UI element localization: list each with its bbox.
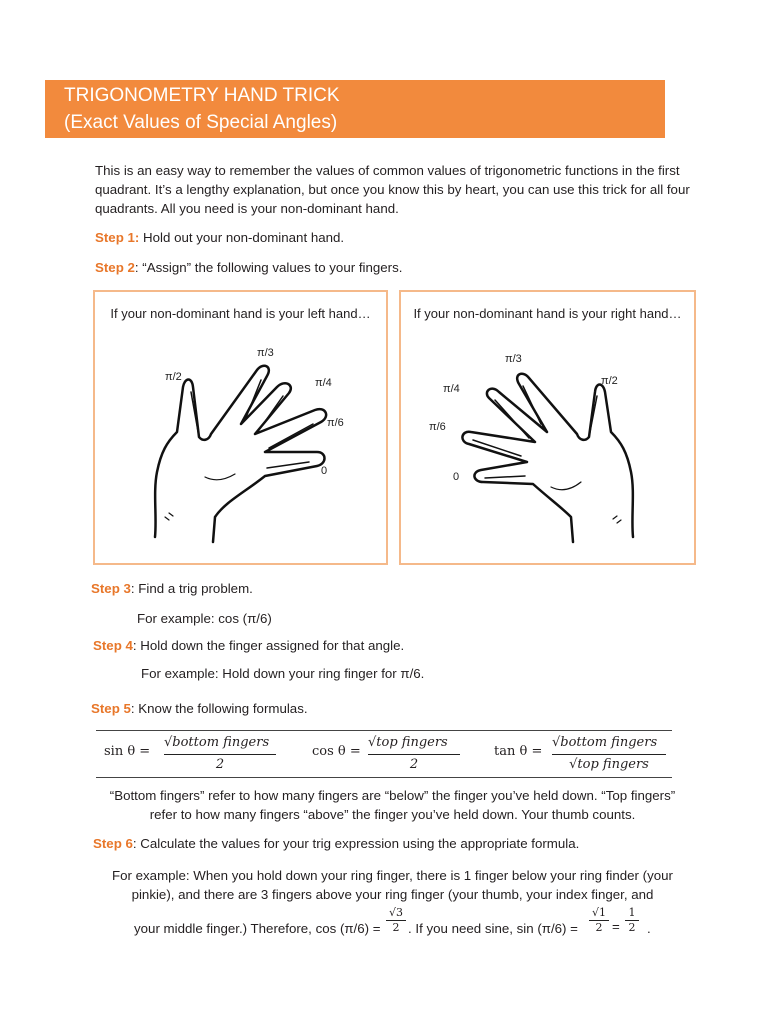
title-banner bbox=[45, 80, 665, 138]
right-label-ring: π/6 bbox=[429, 421, 446, 433]
sin-result-num: √1 bbox=[591, 906, 606, 919]
page-title: TRIGONOMETRY HAND TRICK bbox=[64, 85, 340, 106]
step-6-example-line2b: . If you need sine, sin (π/6) = bbox=[408, 921, 578, 936]
right-label-thumb: π/2 bbox=[601, 375, 618, 387]
right-label-pinkie: 0 bbox=[453, 471, 460, 483]
left-label-ring: π/6 bbox=[327, 417, 344, 429]
formulas-bottom-rule bbox=[96, 777, 672, 778]
right-hand-box bbox=[399, 290, 696, 565]
left-label-thumb: π/2 bbox=[165, 371, 182, 383]
step-6-text: : Calculate the values for your trig expression using the appropriate formula. bbox=[132, 836, 580, 851]
sin-lhs: sin θ = bbox=[104, 744, 151, 759]
equals-sign: = bbox=[612, 919, 620, 934]
half-den: 2 bbox=[628, 921, 636, 934]
step-5-text: : Know the following formulas. bbox=[130, 701, 308, 716]
sin-denominator: 2 bbox=[215, 757, 225, 772]
tan-lhs: tan θ = bbox=[494, 744, 543, 759]
step-1 bbox=[95, 230, 344, 245]
cos-denominator: 2 bbox=[409, 757, 419, 772]
step-4-label: Step 4 bbox=[93, 638, 133, 653]
sin-result-den: 2 bbox=[595, 921, 603, 934]
cos-fraction-bar bbox=[368, 754, 460, 755]
step-3-label: Step 3 bbox=[91, 581, 131, 596]
step-6 bbox=[93, 836, 579, 851]
right-label-middle: π/4 bbox=[443, 383, 460, 395]
left-label-middle: π/4 bbox=[315, 377, 332, 389]
fingers-explanation: “Bottom fingers” refer to how many fingers are “below” the finger you’ve held down. “Top fingers” refer to how many fingers “above” the finger you’ve held down. Your thumb counts. bbox=[109, 788, 676, 822]
left-hand-box bbox=[93, 290, 388, 565]
step-3-text: : Find a trig problem. bbox=[130, 581, 253, 596]
page-subtitle: (Exact Values of Special Angles) bbox=[64, 112, 338, 133]
step-4 bbox=[93, 638, 404, 653]
step-3-example: For example: cos (π/6) bbox=[137, 611, 272, 626]
step-1-label: Step 1: bbox=[95, 230, 140, 245]
step-4-text: : Hold down the finger assigned for that angle. bbox=[132, 638, 405, 653]
sin-result-fraction bbox=[589, 906, 609, 934]
step-4-example: For example: Hold down your ring finger for π/6. bbox=[141, 666, 425, 681]
step-3 bbox=[91, 581, 253, 596]
half-num: 1 bbox=[628, 906, 636, 919]
cos-result-fraction bbox=[386, 906, 406, 934]
tan-denominator: √top fingers bbox=[569, 757, 649, 772]
formulas-block bbox=[96, 730, 672, 778]
right-hand-illustration bbox=[401, 292, 694, 563]
cos-result-num: √3 bbox=[388, 906, 403, 919]
half-fraction bbox=[625, 906, 639, 934]
final-period: . bbox=[647, 921, 651, 936]
tan-numerator: √bottom fingers bbox=[552, 735, 658, 750]
left-hand-illustration bbox=[95, 292, 386, 563]
cos-result-den: 2 bbox=[392, 921, 400, 934]
step-6-label: Step 6 bbox=[93, 836, 133, 851]
right-label-index: π/3 bbox=[505, 353, 522, 365]
sin-fraction-bar bbox=[164, 754, 276, 755]
cos-numerator: √top fingers bbox=[368, 735, 448, 750]
step-1-text: Hold out your non-dominant hand. bbox=[139, 230, 345, 245]
step-2 bbox=[95, 260, 402, 275]
left-hand-caption: If your non-dominant hand is your left hand… bbox=[110, 306, 371, 321]
step-2-text: : “Assign” the following values to your fingers. bbox=[134, 260, 403, 275]
step-6-example-line1: For example: When you hold down your ring finger, there is 1 finger below your ring finder (your pinkie), and there are 3 fingers above your ring finger (your thumb, your index finger, and bbox=[112, 868, 673, 902]
formulas-top-rule bbox=[96, 730, 672, 731]
sin-numerator: √bottom fingers bbox=[164, 735, 270, 750]
intro-paragraph: This is an easy way to remember the values of common values of trigonometric functions in the first quadrant. It’s a lengthy explanation, but once you know this by heart, you can use this trick for all four quadrants. All you need is your non-dominant hand. bbox=[95, 163, 690, 216]
step-2-label: Step 2 bbox=[95, 260, 135, 275]
tan-fraction-bar bbox=[552, 754, 666, 755]
step-6-example-line2a: your middle finger.) Therefore, cos (π/6) = bbox=[134, 921, 381, 936]
step-5 bbox=[91, 701, 308, 716]
left-label-index: π/3 bbox=[257, 347, 274, 359]
right-hand-caption: If your non-dominant hand is your right hand… bbox=[413, 306, 682, 321]
step-5-label: Step 5 bbox=[91, 701, 131, 716]
left-label-pinkie: 0 bbox=[321, 465, 328, 477]
cos-lhs: cos θ = bbox=[312, 744, 361, 759]
